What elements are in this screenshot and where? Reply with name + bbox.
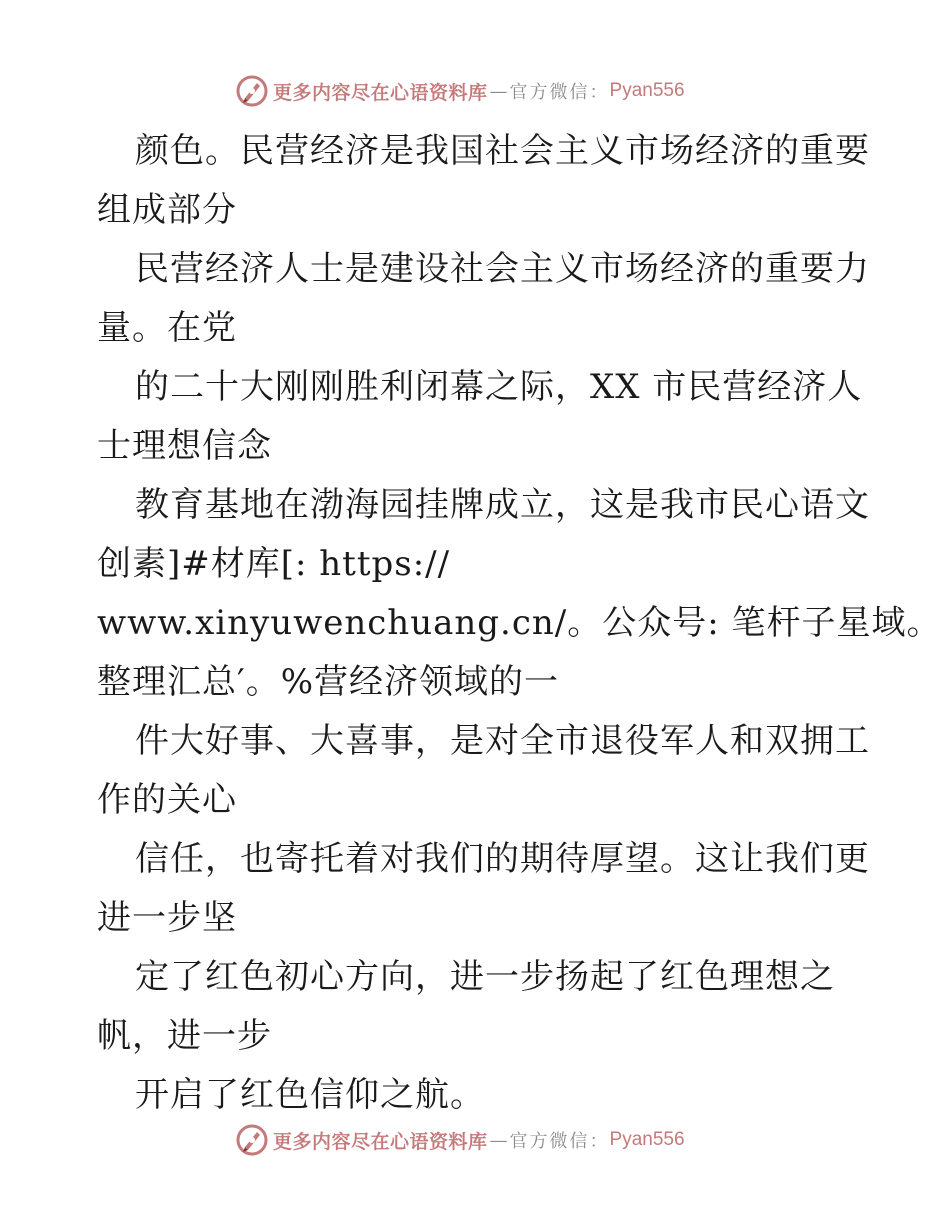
body-line: 颜色。民营经济是我国社会主义市场经济的重要 [135,131,870,171]
header-main-text: 更多内容尽在心语资料库 [273,81,488,104]
brand-logo-icon [235,74,269,108]
body-line: 整理汇总′。%营经济领域的一 [97,662,560,702]
brand-logo-icon [235,1123,269,1157]
body-line: 定了红色初心方向，进一步扬起了红色理想之 [135,957,835,997]
body-line: 量。在党 [97,308,237,348]
footer-main-text: 更多内容尽在心语资料库 [273,1130,488,1153]
footer-banner [235,1123,685,1157]
body-line: 信任，也寄托着对我们的期待厚望。这让我们更 [135,839,870,879]
footer-official-label: 官方微信： [509,1131,610,1152]
body-line: 民营经济人士是建设社会主义市场经济的重要力 [135,249,870,289]
header-dash: — [489,80,508,102]
document-body [97,122,942,1125]
body-line: 组成部分 [97,190,237,230]
header-official-label: 官方微信： [509,82,610,103]
body-line: 作的关心 [97,780,237,820]
body-line: 创素]#材库[: https:// [97,544,451,584]
body-line: 帆，进一步 [97,1016,272,1056]
header-wechat-id: Pyan556 [609,80,685,101]
body-line: 件大好事、大喜事，是对全市退役军人和双拥工 [135,721,870,761]
body-line: 的二十大刚刚胜利闭幕之际，XX 市民营经济人 [135,367,863,407]
footer-dash: — [489,1129,508,1151]
body-line: 开启了红色信仰之航。 [135,1075,485,1115]
body-line: www.xinyuwenchuang.cn/。公众号: 笔杆子星域。 [97,603,942,643]
body-line: 士理想信念 [97,426,272,466]
header-banner [235,74,685,108]
body-line: 教育基地在渤海园挂牌成立，这是我市民心语文 [135,485,870,525]
body-line: 进一步坚 [97,898,237,938]
footer-wechat-id: Pyan556 [609,1129,685,1150]
